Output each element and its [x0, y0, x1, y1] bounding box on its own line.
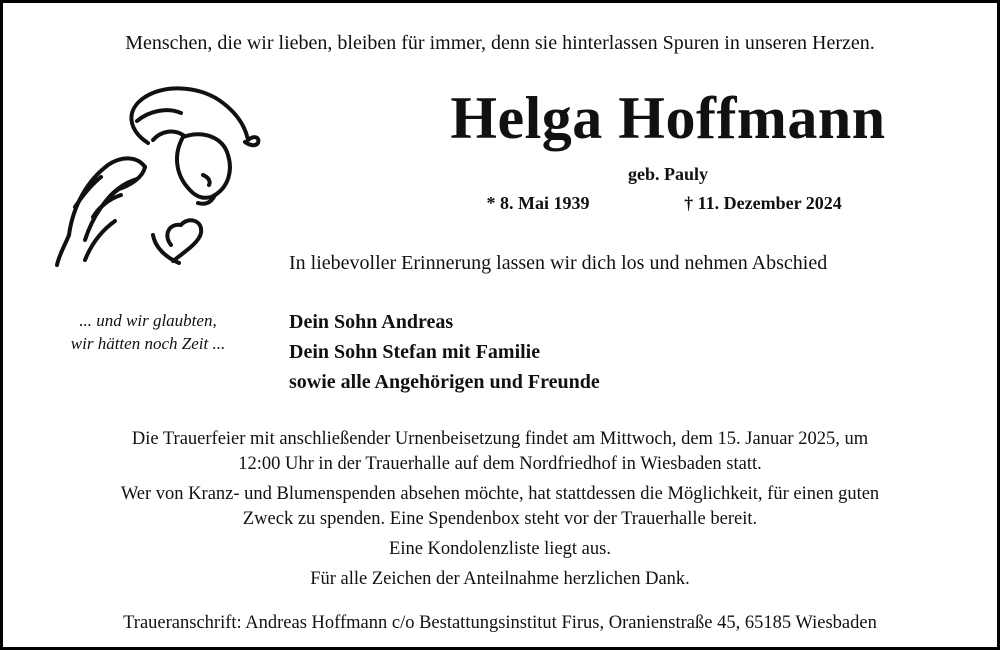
angel-caption-line: wir hätten noch Zeit ...: [70, 334, 226, 353]
motto-text: Menschen, die wir lieben, bleiben für immer, denn sie hinterlassen Spuren in unseren Herzen.: [125, 32, 875, 54]
deceased-name: Helga Hoffmann: [450, 85, 886, 151]
donation-line: Zweck zu spenden. Eine Spendenbox steht vor der Trauerhalle bereit.: [242, 509, 758, 529]
ceremony-text: [33, 427, 967, 477]
mourning-address: Traueranschrift: Andreas Hoffmann c/o Bestattungsinstitut Firus, Oranienstraße 45, 65185 Wiesbaden: [123, 613, 877, 633]
signers-list: [289, 307, 789, 397]
signer-line: sowie alle Angehörigen und Freunde: [289, 371, 600, 393]
angel-with-heart-icon: [33, 85, 263, 285]
maiden-name: geb. Pauly: [627, 164, 708, 184]
ceremony-line: Die Trauerfeier mit anschließender Urnenbeisetzung findet am Mittwoch, dem 15. Januar 2025, um: [131, 429, 869, 449]
donation-text: [33, 482, 967, 532]
angel-caption-line: ... und wir glaubten,: [79, 311, 217, 330]
ceremony-details: [33, 427, 967, 592]
thanks-text: Für alle Zeichen der Anteilnahme herzlichen Dank.: [310, 569, 690, 589]
angel-caption: [33, 309, 263, 355]
signer-line: Dein Sohn Stefan mit Familie: [289, 341, 541, 363]
condolence-text: Eine Kondolenzliste liegt aus.: [389, 539, 611, 559]
birth-date: * 8. Mai 1939: [486, 193, 590, 213]
signer-line: Dein Sohn Andreas: [289, 311, 454, 333]
ceremony-line: 12:00 Uhr in der Trauerhalle auf dem Nordfriedhof in Wiesbaden statt.: [238, 454, 762, 474]
death-date: † 11. Dezember 2024: [684, 193, 842, 213]
farewell-text: In liebevoller Erinnerung lassen wir dich los und nehmen Abschied: [289, 252, 828, 274]
donation-line: Wer von Kranz- und Blumenspenden absehen möchte, hat stattdessen die Möglichkeit, für einen guten: [120, 484, 880, 504]
